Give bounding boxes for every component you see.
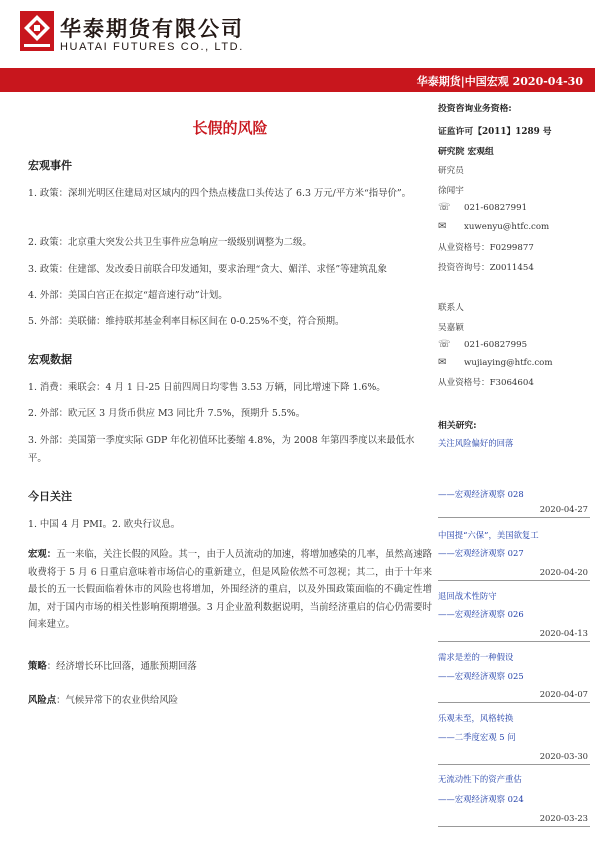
strategy-text: ：经济增长环比回落，通胀预期回落 (46, 661, 197, 672)
section-title-today: 今日关注 (28, 490, 72, 503)
macro-data-item: 1. 消费：乘联会：4 月 1 日-25 日前四周日均零售 3.53 万辆，同比增速下降 1.6%。 (28, 382, 386, 393)
macro-event-item: 5. 外部：美联储：维持联邦基金利率目标区间在 0-0.25%不变，符合预期。 (28, 316, 345, 327)
email-icon: ✉ (438, 357, 447, 368)
contact-practice-no: 从业资格号：F3064604 (438, 378, 534, 388)
related-divider (438, 517, 590, 518)
macro-event-item: 4. 外部：美国白宫正在拟定“超音速行动”计划。 (28, 290, 228, 301)
qualification-title: 投资咨询业务资格: (438, 104, 512, 114)
risk-label: 风险点 (28, 695, 57, 706)
related-report-date: 2020-03-23 (539, 813, 588, 823)
phone-icon: ☏ (438, 202, 451, 213)
macro-data-item: 3. 外部：美国第一季度实际 GDP 年化初值环比萎缩 4.8%，为 2008 年第四季度以来最低水平。 (28, 435, 415, 464)
related-report-link[interactable]: 退回战术性防守 (438, 591, 497, 601)
related-report-link[interactable]: 无流动性下的资产重估 (438, 774, 522, 784)
company-logo-icon (20, 11, 54, 51)
macro-commentary (28, 546, 432, 634)
today-item: 1. 中国 4 月 PMI。2. 欧央行议息。 (28, 519, 181, 530)
researcher-advisory-no: 投资咨询号：Z0011454 (438, 263, 534, 273)
contact-phone: 021-60827995 (464, 340, 528, 350)
section-title-macro-data: 宏观数据 (28, 353, 72, 366)
related-report-sub[interactable]: ——宏观经济观察 027 (438, 548, 524, 558)
department: 研究院 宏观组 (438, 147, 494, 157)
researcher-practice-no: 从业资格号：F0299877 (438, 243, 534, 253)
section-title-macro-events: 宏观事件 (28, 159, 72, 172)
related-report-sub[interactable]: ——宏观经济观察 025 (438, 671, 524, 681)
risk-line (28, 692, 432, 710)
document-title: 长假的风险 (192, 119, 268, 137)
related-report-sub[interactable]: ——二季度宏观 5 问 (438, 732, 516, 742)
related-report-date: 2020-04-13 (539, 628, 588, 638)
related-divider (438, 764, 590, 765)
license-number: 证监许可【2011】1289 号 (438, 127, 552, 137)
related-research-title: 相关研究: (438, 421, 477, 431)
risk-text: ：气候异常下的农业供给风险 (56, 695, 179, 706)
related-report-link[interactable]: 乐观未至，风格转换 (438, 713, 514, 723)
macro-event-item: 3. 政策：住建部、发改委日前联合印发通知，要求治理“贪大、媚洋、求怪”等建筑乱象 (28, 264, 388, 275)
researcher-phone: 021-60827991 (464, 203, 528, 213)
related-divider (438, 826, 590, 827)
strategy-line (28, 658, 432, 676)
report-header-bar (0, 68, 595, 92)
related-divider (438, 641, 590, 642)
contact-email[interactable]: wujiaying@htfc.com (464, 358, 553, 368)
contact-name: 吴嘉颖 (438, 323, 464, 333)
macro-commentary-label: 宏观： (28, 549, 57, 560)
related-report-date: 2020-03-30 (539, 751, 588, 761)
macro-event-item: 1. 政策：深圳光明区住建局对区域内的四个热点楼盘口头传达了 6.3 万元/平方米“指导价”。 (28, 188, 412, 199)
related-report-link[interactable]: 需求是差的一种假设 (438, 652, 514, 662)
macro-commentary-text: 五一来临，关注长假的风险。其一，由于人员流动的加速，将增加感染的几率，虽然高速路收费将于 5 月 6 日重启意味着市场信心的重新建立，但是风险依然不可忽视；其二，由于十年来最长的五一长假面临着休市的风险也将增加，外围经济的重启，以及外围政策面临的不确定性增加，对于国内市场的相关性影响预期增强。3 月企业盈利数据说明，当前经济重启的信心仍需要时间来建立。 (28, 549, 432, 630)
macro-event-item: 2. 政策：北京重大突发公共卫生事件应急响应一级级别调整为二级。 (28, 237, 312, 248)
related-report-link[interactable]: 中国提“六保”，美国欲复工 (438, 530, 539, 540)
phone-icon: ☏ (438, 339, 451, 350)
strategy-label: 策略 (28, 661, 47, 672)
contact-label: 联系人 (438, 303, 464, 313)
related-report-sub[interactable]: ——宏观经济观察 026 (438, 609, 524, 619)
related-divider (438, 580, 590, 581)
macro-data-item: 2. 外部：欧元区 3 月货币供应 M3 同比升 7.5%，预期升 5.5%。 (28, 408, 306, 419)
related-report-sub[interactable]: ——宏观经济观察 028 (438, 489, 524, 499)
researcher-email[interactable]: xuwenyu@htfc.com (464, 222, 550, 232)
researcher-name: 徐闻宇 (438, 186, 464, 196)
related-report-date: 2020-04-20 (539, 567, 588, 577)
related-report-link[interactable]: 关注风险偏好的回落 (438, 438, 514, 448)
related-report-date: 2020-04-07 (539, 689, 588, 699)
report-header-text: 华泰期货|中国宏观 2020-04-30 (416, 75, 583, 88)
related-divider (438, 702, 590, 703)
role-label: 研究员 (438, 166, 464, 176)
related-report-date: 2020-04-27 (539, 504, 588, 514)
company-name-cn: 华泰期货有限公司 (60, 17, 244, 41)
email-icon: ✉ (438, 221, 447, 232)
company-name-en: HUATAI FUTURES CO., LTD. (60, 41, 244, 53)
related-report-sub[interactable]: ——宏观经济观察 024 (438, 794, 524, 804)
